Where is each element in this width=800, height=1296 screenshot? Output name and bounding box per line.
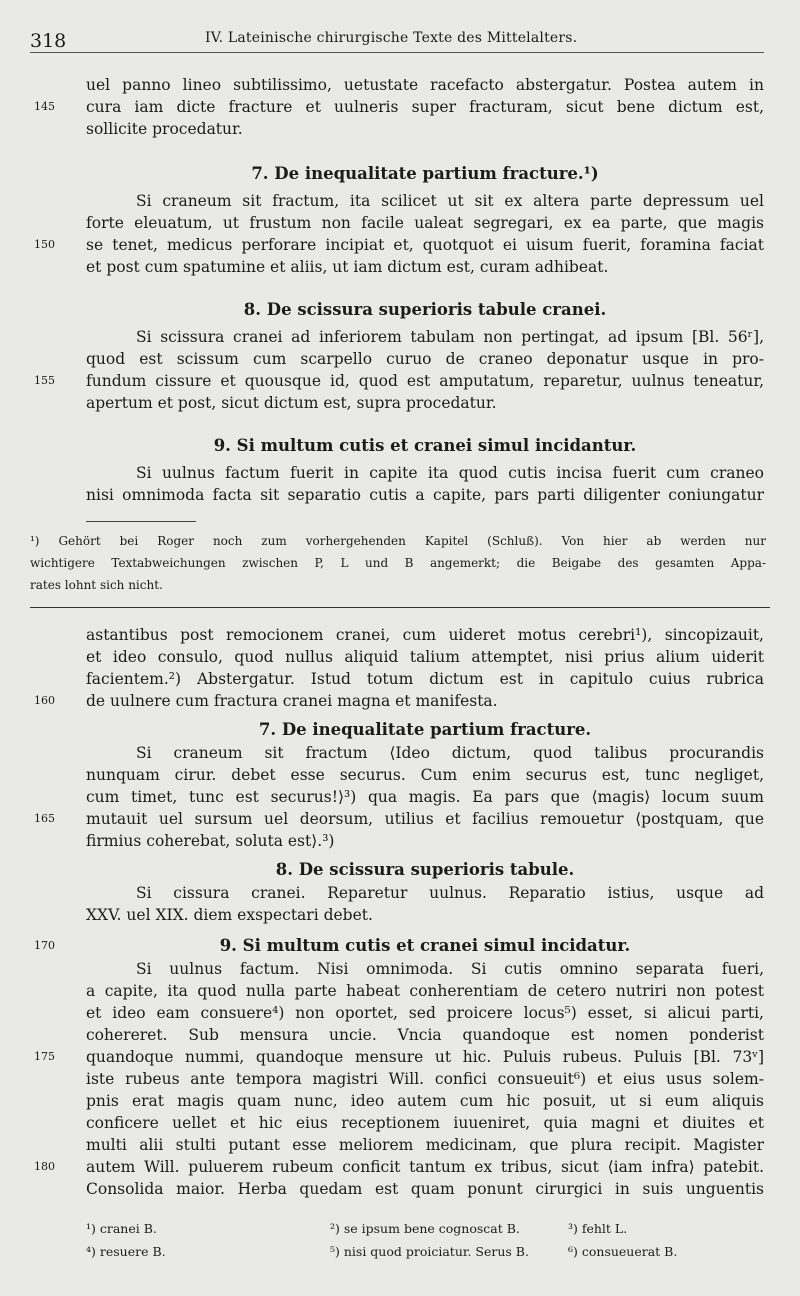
page-divider [30,607,770,608]
text-line: Consolida maior. Herba quedam est quam ponunt cirurgici in suis unguentis [86,1180,764,1198]
text-line: fundum cissure et quousque id, quod est amputatum, reparetur, uulnus teneatur, [86,372,764,390]
header-rule [30,52,764,53]
text-line: de uulnere cum fractura cranei magna et manifesta. [86,692,498,710]
line-number: 160 [34,694,55,707]
text-line: pnis erat magis quam nunc, ideo autem cum hic posuit, ut si eum aliquis [86,1092,764,1110]
running-header [30,22,764,52]
text-line: firmius coherebat, soluta est⟩.³) [86,832,335,850]
text-line: Si uulnus factum. Nisi omnimoda. Si cutis omnino separata fueri, [136,960,764,978]
text-line: Si uulnus factum fuerit in capite ita quod cutis incisa fuerit cum craneo [136,464,764,482]
page-number: 318 [30,30,67,52]
line-number: 145 [34,100,55,113]
text-line: multi alii stulti putant esse meliorem medicinam, que plura recipit. Magister [86,1136,764,1154]
text-line: et ideo consulo, quod nullus aliquid talium attemptet, nisi prius alium uiderit [86,648,764,666]
text-line: et ideo eam consuere⁴) non oportet, sed proicere locus⁵) esset, si alicui parti, [86,1004,764,1022]
section-heading: 7. De inequalitate partium fracture. [258,720,592,739]
footnote-entry: ³) fehlt L. [568,1221,628,1236]
line-number: 165 [34,812,55,825]
text-line: sollicite procedatur. [86,120,243,138]
section-heading: 8. De scissura superioris tabule cranei. [243,300,607,319]
footnote-line: ¹) Gehört bei Roger noch zum vorhergehenden Kapitel (Schluß). Von hier ab werden nur [30,534,766,548]
footnote-entry: ⁵) nisi quod proiciatur. Serus B. [330,1244,529,1259]
text-line: Si craneum sit fractum ⟨Ideo dictum, quod talibus procurandis [136,744,764,762]
line-number: 170 [34,939,55,952]
text-line: nisi omnimoda facta sit separatio cutis a capite, pars parti diligenter coniungatur [86,486,764,504]
line-number: 150 [34,238,55,251]
text-line: XXV. uel XIX. diem exspectari debet. [86,906,373,924]
text-line: apertum et post, sicut dictum est, supra procedatur. [86,394,497,412]
text-line: quandoque nummi, quandoque mensure ut hic. Puluis rubeus. Puluis [Bl. 73ᵛ] [86,1048,764,1066]
footnote-rule [86,521,196,522]
text-line: a capite, ita quod nulla parte habeat conherentiam de cetero nutriri non potest [86,982,764,1000]
section-heading: 7. De inequalitate partium fracture.¹) [251,164,599,183]
footnote-entry: ⁶) consueuerat B. [568,1244,678,1259]
text-line: iste rubeus ante tempora magistri Will. confici consueuit⁶) et eius usus solem- [86,1070,764,1088]
text-line: Si craneum sit fractum, ita scilicet ut sit ex altera parte depressum uel [136,192,764,210]
text-line: astantibus post remocionem cranei, cum uideret motus cerebri¹), sincopizauit, [86,626,764,644]
text-line: Si cissura cranei. Reparetur uulnus. Reparatio istius, usque ad [136,884,764,902]
text-line: Si scissura cranei ad inferiorem tabulam non pertingat, ad ipsum [Bl. 56ʳ], [136,328,764,346]
text-line: nunquam cirur. debet esse securus. Cum enim securus est, tunc negliget, [86,766,764,784]
text-line: se tenet, medicus perforare incipiat et, quotquot ei uisum fuerit, foramina faciat [86,236,764,254]
text-line: cum timet, tunc est securus!⟩³) qua magis. Ea pars que ⟨magis⟩ locum suum [86,788,764,806]
footnote-entry: ²) se ipsum bene cognoscat B. [330,1221,520,1236]
line-number: 180 [34,1160,55,1173]
footnote-line: rates lohnt sich nicht. [30,578,163,592]
footnote-entry: ¹) cranei B. [86,1221,157,1236]
text-line: mutauit uel sursum uel deorsum, utilius et facilius remouetur ⟨postquam, que [86,810,764,828]
line-number: 175 [34,1050,55,1063]
text-line: et post cum spatumine et aliis, ut iam dictum est, curam adhibeat. [86,258,609,276]
text-line: quod est scissum cum scarpello curuo de craneo deponatur usque in pro- [86,350,764,368]
text-line: uel panno lineo subtilissimo, uetustate racefacto abstergatur. Postea autem in [86,76,764,94]
text-line: cura iam dicte fracture et uulneris super fracturam, sicut bene dictum est, [86,98,764,116]
text-line: autem Will. puluerem rubeum conficit tantum ex tribus, sicut ⟨iam infra⟩ patebit. [86,1158,764,1176]
section-heading: 9. Si multum cutis et cranei simul incidantur. [213,436,637,455]
running-title: IV. Lateinische chirurgische Texte des Mittelalters. [205,30,578,46]
footnote-entry: ⁴) resuere B. [86,1244,166,1259]
text-line: conficere uellet et hic eius receptionem iuueniret, quia magni et diuites et [86,1114,764,1132]
text-line: forte eleuatum, ut frustum non facile ualeat segregari, ex ea parte, que magis [86,214,764,232]
line-number: 155 [34,374,55,387]
text-line: facientem.²) Abstergatur. Istud totum dictum est in capitulo cuius rubrica [86,670,764,688]
text-line: cohereret. Sub mensura uncie. Vncia quandoque est nomen ponderist [86,1026,764,1044]
section-heading: 8. De scissura superioris tabule. [275,860,575,879]
footnote-line: wichtigere Textabweichungen zwischen P, L und B angemerkt; die Beigabe des gesamten Appa- [30,556,766,570]
section-heading: 9. Si multum cutis et cranei simul incidatur. [219,936,631,955]
